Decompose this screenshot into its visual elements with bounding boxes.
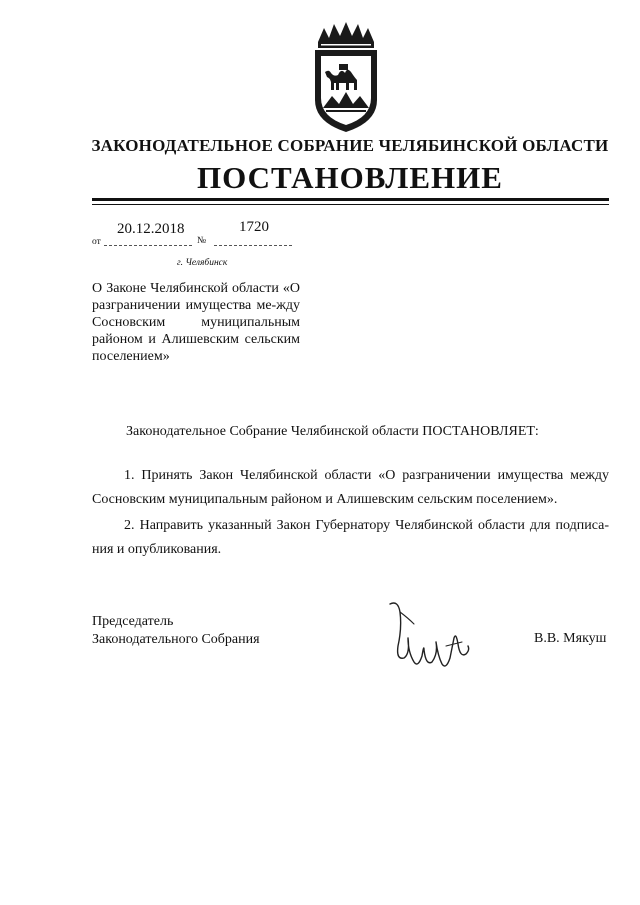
signer-name: В.В. Мякуш xyxy=(534,631,607,646)
date-underline xyxy=(104,245,192,246)
organization-title: ЗАКОНОДАТЕЛЬНОЕ СОБРАНИЕ ЧЕЛЯБИНСКОЙ ОБЛАСТИ xyxy=(91,136,609,155)
number-label: № xyxy=(197,236,207,246)
document-date: 20.12.2018 xyxy=(117,221,185,237)
handwritten-signature xyxy=(384,598,480,682)
header-divider-thick xyxy=(92,198,609,201)
resolution-item-1: 1. Принять Закон Челябинской области «О разграничении имущества между Сосновским муниципальным районом и Алишевским сельским поселением». xyxy=(92,468,609,507)
header-divider-thin xyxy=(92,204,609,205)
signer-position: Председатель Законодательного Собрания xyxy=(92,614,260,647)
coat-of-arms-icon xyxy=(312,22,380,134)
document-number: 1720 xyxy=(239,219,269,235)
date-label: от xyxy=(92,237,101,247)
number-underline xyxy=(214,245,292,246)
resolution-preamble: Законодательное Собрание Челябинской области ПОСТАНОВЛЯЕТ: xyxy=(126,424,539,439)
document-type-title: ПОСТАНОВЛЕНИЕ xyxy=(197,160,503,195)
city-label: г. Челябинск xyxy=(177,258,228,268)
resolution-item-2: 2. Направить указанный Закон Губернатору Челябинской области для подписа-ния и опубликования. xyxy=(92,518,609,557)
document-subject: О Законе Челябинской области «О разграничении имущества ме-жду Сосновским муниципальным районом и Алишевским сельским поселением» xyxy=(92,281,300,364)
